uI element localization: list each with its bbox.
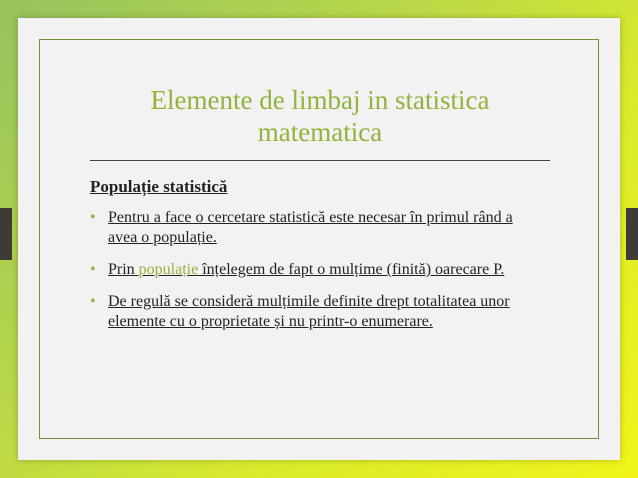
bullet-text: De regulă se consideră mulțimile definite drept totalitatea unor elemente cu o proprietate și nu printr-o enumerare. [108,293,510,330]
bullet-item-3 [90,292,540,332]
bullet-item-1 [90,208,540,248]
bullet-item-2 [90,260,540,280]
left-edge-tab [0,208,12,260]
bullet-text: Pentru a face o cercetare statistică este necesar în primul rând a avea o populație. [108,209,513,246]
bullet-list [90,208,540,344]
slide-title: Elemente de limbaj in statistica matematica [150,85,490,147]
bullet-highlight-term: populație [138,261,199,278]
bullet-dot-icon: • [90,209,96,226]
right-edge-tab [626,208,638,260]
bullet-text-prefix: Prin [108,261,139,278]
section-heading: Populație statistică [90,177,228,196]
bullet-text-suffix: înțelegem de fapt o mulțime (finită) oarecare P. [198,261,505,278]
title-divider [90,160,550,161]
bullet-dot-icon: • [90,261,96,278]
bullet-dot-icon: • [90,293,96,310]
